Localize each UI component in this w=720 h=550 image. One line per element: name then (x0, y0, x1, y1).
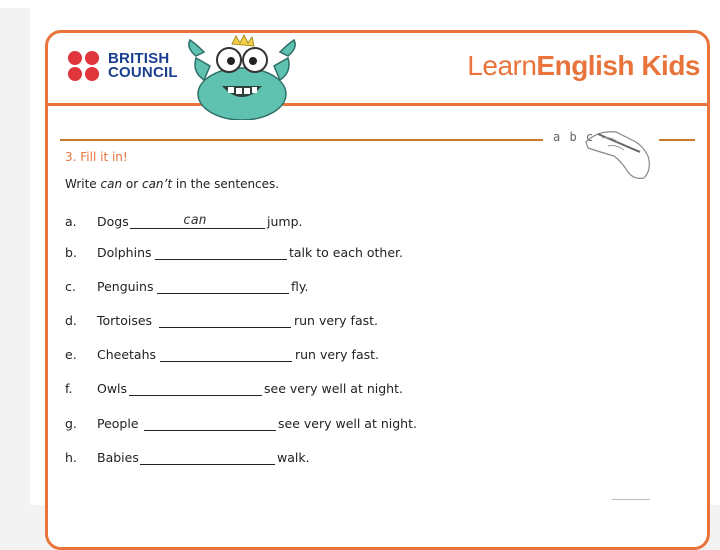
learnenglish-kids-logo (467, 50, 700, 82)
item-subject: Cheetahs (97, 347, 157, 362)
section-rule-left (60, 139, 543, 141)
item-rest: see very well at night. (278, 416, 417, 431)
answer-blank[interactable] (155, 259, 287, 260)
monster-mascot-icon (182, 34, 302, 120)
item-letter: c. (65, 279, 76, 294)
item-rest: run very fast. (295, 347, 380, 362)
brand-learn: Learn (467, 50, 537, 81)
brand-english-kids: English Kids (536, 50, 700, 81)
item-letter: h. (65, 450, 77, 465)
top-strip (0, 0, 720, 8)
item-subject: Owls (97, 381, 128, 396)
instruction-word-can: can (100, 177, 123, 191)
item-subject: Babies (97, 450, 139, 465)
header-separator (47, 103, 708, 106)
answer-blank[interactable] (144, 430, 276, 431)
answer-text: can (183, 213, 207, 228)
section-rule-right (659, 139, 695, 141)
item-subject: Dolphins (97, 245, 152, 260)
item-letter: b. (65, 245, 77, 260)
brand-line-2: COUNCIL (108, 64, 178, 81)
writing-hand-icon (578, 122, 658, 182)
answer-blank[interactable] (160, 361, 292, 362)
exercise-instruction (65, 177, 279, 191)
item-rest: walk. (277, 450, 310, 465)
item-rest: talk to each other. (289, 245, 404, 260)
answer-blank[interactable] (159, 327, 291, 328)
item-letter: e. (65, 347, 77, 362)
item-subject: Dogs (97, 214, 129, 229)
item-subject: Tortoises (97, 313, 153, 328)
answer-blank[interactable] (140, 464, 275, 465)
item-letter: f. (65, 381, 73, 396)
item-rest: fly. (291, 279, 309, 294)
british-council-logo-icon (68, 51, 104, 83)
instruction-mid: or (122, 177, 142, 191)
item-letter: d. (65, 313, 77, 328)
answer-blank[interactable] (157, 293, 289, 294)
british-council-logo-text (108, 52, 178, 80)
item-subject: People (97, 416, 139, 431)
item-rest: run very fast. (294, 313, 379, 328)
exercise-title: 3. Fill it in! (65, 150, 128, 164)
item-letter: a. (65, 214, 77, 229)
answer-blank[interactable] (130, 228, 265, 229)
item-rest: jump. (267, 214, 303, 229)
answer-blank[interactable] (129, 395, 262, 396)
instruction-prefix: Write (65, 177, 101, 191)
brand-line-1: BRITISH (108, 50, 170, 67)
item-rest: see very well at night. (264, 381, 403, 396)
instruction-suffix: in the sentences. (172, 177, 280, 191)
item-letter: g. (65, 416, 77, 431)
instruction-word-cant: can’t (141, 177, 173, 191)
item-subject: Penguins (97, 279, 154, 294)
abc-label: a b c (553, 130, 595, 144)
